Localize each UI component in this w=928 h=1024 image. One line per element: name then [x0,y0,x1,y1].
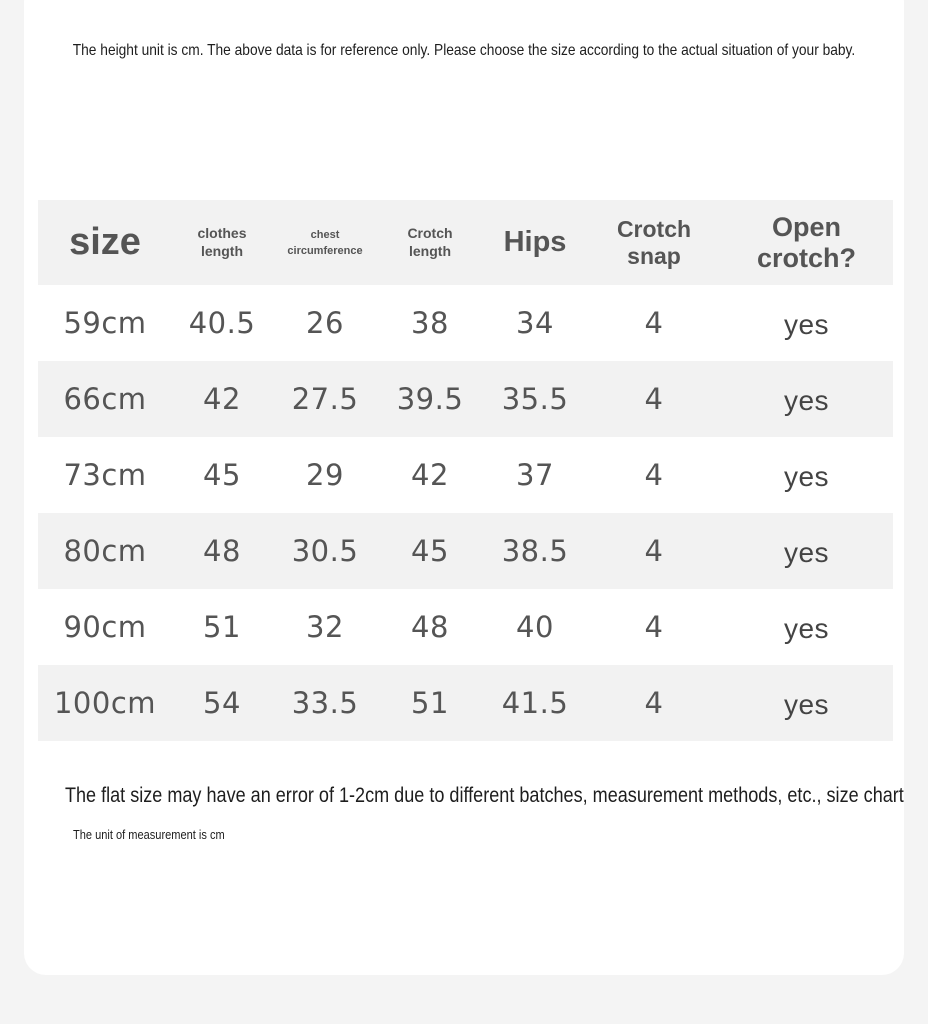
cell-hips: 41.5 [501,686,569,720]
cell-crotch-snap: 4 [644,458,664,492]
cell-crotch-length: 39.5 [396,382,464,416]
cell-hips: 40 [516,610,554,644]
cell-crotch-snap: 4 [644,610,664,644]
cell-size: 100cm [53,686,157,720]
cell-chest: 32 [306,610,344,644]
table-row [38,513,893,589]
size-chart-table [38,200,893,741]
cell-chest: 33.5 [291,686,359,720]
measurement-unit-note: The unit of measurement is cm [73,827,225,842]
cell-crotch-length: 38 [411,306,449,340]
header-hips: Hips [503,226,567,258]
cell-hips: 34 [516,306,554,340]
cell-clothes-length: 54 [203,686,241,720]
header-clothes-length: clothes length [197,225,247,259]
cell-crotch-length: 48 [411,610,449,644]
cell-crotch-length: 51 [411,686,449,720]
header-open-crotch: Open crotch? [756,211,856,273]
cell-size: 73cm [63,458,147,492]
header-chest-circumference: chest circumference [287,228,363,257]
cell-clothes-length: 48 [203,534,241,568]
header-crotch-snap: Crotch snap [616,215,692,269]
table-row [38,589,893,665]
cell-crotch-snap: 4 [644,382,664,416]
table-row [38,665,893,741]
height-unit-note: The height unit is cm. The above data is for reference only. Please choose the size according to the actual situation of your baby. [72,42,856,59]
table-header-row [38,200,893,285]
cell-size: 90cm [63,610,147,644]
cell-clothes-length: 45 [203,458,241,492]
cell-open-crotch: yes [783,537,830,568]
cell-size: 80cm [63,534,147,568]
table-row [38,361,893,437]
cell-hips: 37 [516,458,554,492]
cell-open-crotch: yes [783,689,830,720]
table-row [38,437,893,513]
cell-open-crotch: yes [783,461,830,492]
flat-size-error-note: The flat size may have an error of 1-2cm due to different batches, measurement methods, etc., size chart [64,784,904,807]
cell-clothes-length: 42 [203,382,241,416]
table-row [38,285,893,361]
cell-crotch-snap: 4 [644,686,664,720]
cell-crotch-length: 45 [411,534,449,568]
cell-crotch-snap: 4 [644,534,664,568]
cell-crotch-length: 42 [411,458,449,492]
cell-chest: 27.5 [291,382,359,416]
cell-size: 59cm [63,306,147,340]
cell-hips: 35.5 [501,382,569,416]
cell-open-crotch: yes [783,309,830,340]
header-size: size [69,221,141,263]
cell-chest: 30.5 [291,534,359,568]
cell-clothes-length: 40.5 [188,306,256,340]
cell-size: 66cm [63,382,147,416]
cell-open-crotch: yes [783,385,830,416]
cell-open-crotch: yes [783,613,830,644]
cell-clothes-length: 51 [203,610,241,644]
header-crotch-length: Crotch length [407,225,453,259]
cell-crotch-snap: 4 [644,306,664,340]
cell-chest: 26 [306,306,344,340]
cell-chest: 29 [306,458,344,492]
cell-hips: 38.5 [501,534,569,568]
